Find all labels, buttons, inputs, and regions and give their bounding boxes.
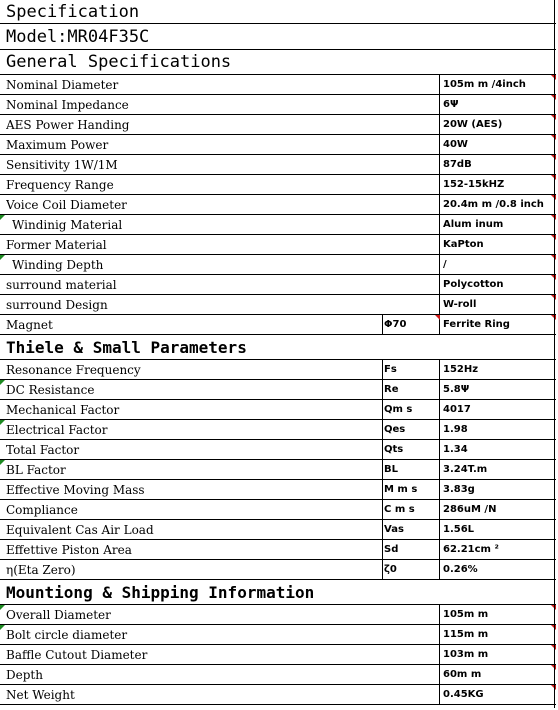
table-row[interactable] bbox=[0, 75, 556, 95]
row-label: Magnet bbox=[6, 317, 53, 332]
row-value: 3.24T.m bbox=[443, 464, 488, 475]
table-row[interactable] bbox=[0, 400, 556, 420]
table-row[interactable] bbox=[0, 605, 556, 625]
table-row[interactable] bbox=[0, 155, 556, 175]
row-value: 60m m bbox=[443, 669, 482, 680]
row-value: 62.21cm ² bbox=[443, 544, 499, 555]
row-label: Effettive Piston Area bbox=[6, 542, 132, 557]
row-label: Equivalent Cas Air Load bbox=[6, 522, 154, 537]
table-row[interactable] bbox=[0, 645, 556, 665]
section-thiele bbox=[0, 335, 556, 360]
row-symbol: C m s bbox=[384, 504, 415, 515]
row-label: Total Factor bbox=[6, 442, 80, 457]
section-heading: Mountiong & Shipping Information bbox=[6, 582, 315, 602]
row-value: 105m m /4inch bbox=[443, 79, 526, 90]
row-label: Resonance Frequency bbox=[6, 362, 141, 377]
row-symbol: Vas bbox=[384, 524, 404, 535]
table-row[interactable] bbox=[0, 685, 556, 705]
row-label: Maximum Power bbox=[6, 137, 109, 152]
table-row[interactable] bbox=[0, 295, 556, 315]
row-label: BL Factor bbox=[6, 462, 66, 477]
row-symbol: M m s bbox=[384, 484, 418, 495]
table-row[interactable] bbox=[0, 625, 556, 645]
error-marker-icon bbox=[0, 605, 5, 610]
row-value: KaPton bbox=[443, 239, 484, 250]
row-value: 115m m bbox=[443, 629, 489, 640]
row-label: η(Eta Zero) bbox=[6, 562, 76, 577]
row-value: 40W bbox=[443, 139, 468, 150]
table-row[interactable] bbox=[0, 135, 556, 155]
row-value: W-roll bbox=[443, 299, 477, 310]
table-row[interactable] bbox=[0, 115, 556, 135]
row-value: 152-15kHZ bbox=[443, 179, 505, 190]
row-label: Bolt circle diameter bbox=[6, 627, 128, 642]
row-symbol: Qts bbox=[384, 444, 404, 455]
row-value: 0.45KG bbox=[443, 689, 484, 700]
row-value: 1.34 bbox=[443, 444, 468, 455]
table-row[interactable] bbox=[0, 275, 556, 295]
table-row[interactable] bbox=[0, 460, 556, 480]
row-symbol: Sd bbox=[384, 544, 399, 555]
row-label: Nominal Diameter bbox=[6, 77, 119, 92]
table-row[interactable] bbox=[0, 520, 556, 540]
row-label: surround Design bbox=[6, 297, 108, 312]
error-marker-icon bbox=[0, 420, 5, 425]
table-row[interactable] bbox=[0, 360, 556, 380]
row-value: 20.4m m /0.8 inch bbox=[443, 199, 544, 210]
sheet-title: Specification bbox=[6, 1, 140, 22]
row-label: Baffle Cutout Diameter bbox=[6, 647, 148, 662]
error-marker-icon bbox=[0, 380, 5, 385]
table-row[interactable] bbox=[0, 665, 556, 685]
row-label: surround material bbox=[6, 277, 117, 292]
row-value: 105m m bbox=[443, 609, 489, 620]
row-value: 1.56L bbox=[443, 524, 475, 535]
row-symbol: Qm s bbox=[384, 404, 413, 415]
row-value: 5.8Ψ bbox=[443, 384, 470, 395]
model-number: Model:MR04F35C bbox=[6, 26, 150, 47]
row-label: Frequency Range bbox=[6, 177, 114, 192]
row-label: Net Weight bbox=[6, 687, 75, 702]
row-value: 20W (AES) bbox=[443, 119, 503, 130]
table-row[interactable] bbox=[0, 540, 556, 560]
comment-marker-icon bbox=[435, 315, 440, 320]
row-symbol: Φ70 bbox=[384, 319, 407, 330]
row-symbol: BL bbox=[384, 464, 398, 475]
section-heading: Thiele & Small Parameters bbox=[6, 337, 247, 357]
row-label: AES Power Handing bbox=[6, 117, 130, 132]
row-label: Mechanical Factor bbox=[6, 402, 120, 417]
row-label: Winding Depth bbox=[12, 257, 104, 272]
row-label: Overall Diameter bbox=[6, 607, 111, 622]
row-symbol: Re bbox=[384, 384, 399, 395]
row-symbol: ζ0 bbox=[384, 564, 397, 575]
row-value: Polycotton bbox=[443, 279, 504, 290]
row-value: 103m m bbox=[443, 649, 489, 660]
row-label: Voice Coil Diameter bbox=[6, 197, 127, 212]
row-symbol: Fs bbox=[384, 364, 397, 375]
row-label: Compliance bbox=[6, 502, 78, 517]
row-label: Effective Moving Mass bbox=[6, 482, 145, 497]
section-heading: General Specifications bbox=[6, 52, 232, 72]
row-value: 0.26% bbox=[443, 564, 478, 575]
section-general bbox=[0, 50, 556, 75]
table-row[interactable] bbox=[0, 255, 556, 275]
row-label: Windinig Material bbox=[12, 217, 123, 232]
row-label: Nominal Impedance bbox=[6, 97, 129, 112]
section-mounting bbox=[0, 580, 556, 605]
row-value: 4017 bbox=[443, 404, 471, 415]
row-value: / bbox=[443, 259, 447, 270]
table-row[interactable] bbox=[0, 95, 556, 115]
row-label: Sensitivity 1W/1M bbox=[6, 157, 118, 172]
error-marker-icon bbox=[0, 460, 5, 465]
row-value: Alum inum bbox=[443, 219, 504, 230]
sheet-right-border bbox=[554, 0, 555, 708]
table-row[interactable] bbox=[0, 175, 556, 195]
row-symbol: Qes bbox=[384, 424, 406, 435]
table-row[interactable] bbox=[0, 315, 556, 335]
table-row[interactable] bbox=[0, 380, 556, 400]
row-value: 152Hz bbox=[443, 364, 479, 375]
row-value: 87dB bbox=[443, 159, 472, 170]
error-marker-icon bbox=[0, 255, 5, 260]
table-row[interactable] bbox=[0, 235, 556, 255]
row-value: 286uM /N bbox=[443, 504, 497, 515]
table-row[interactable] bbox=[0, 560, 556, 580]
row-value: 3.83g bbox=[443, 484, 475, 495]
table-row[interactable] bbox=[0, 440, 556, 460]
title-row bbox=[0, 0, 556, 24]
row-label: Depth bbox=[6, 667, 43, 682]
row-value: 6Ψ bbox=[443, 99, 459, 110]
row-label: Former Material bbox=[6, 237, 107, 252]
row-value: Ferrite Ring bbox=[443, 319, 510, 330]
row-label: DC Resistance bbox=[6, 382, 95, 397]
table-row[interactable] bbox=[0, 500, 556, 520]
table-row[interactable] bbox=[0, 215, 556, 235]
model-row bbox=[0, 24, 556, 50]
table-row[interactable] bbox=[0, 420, 556, 440]
row-value: 1.98 bbox=[443, 424, 468, 435]
table-row[interactable] bbox=[0, 195, 556, 215]
error-marker-icon bbox=[0, 625, 5, 630]
row-label: Electrical Factor bbox=[6, 422, 108, 437]
table-row[interactable] bbox=[0, 480, 556, 500]
error-marker-icon bbox=[0, 215, 5, 220]
